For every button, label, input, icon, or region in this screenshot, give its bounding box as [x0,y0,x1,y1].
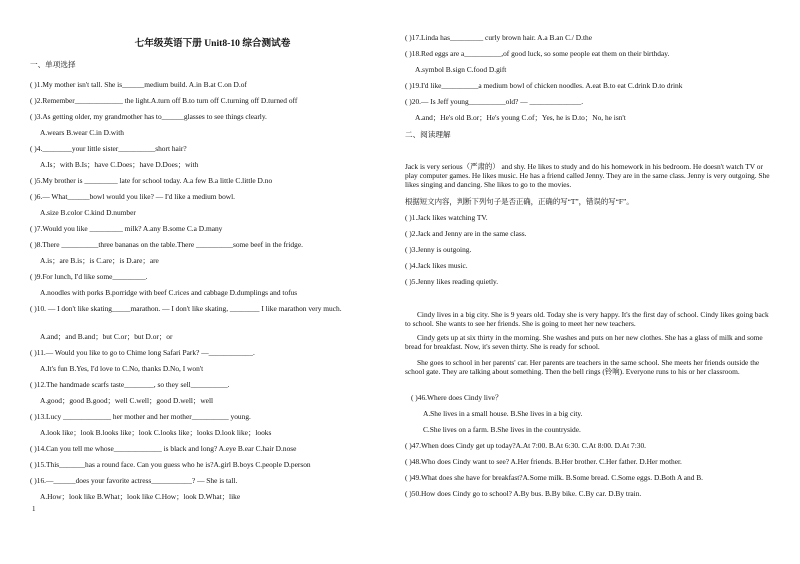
question-line: ( )20.— Is Jeff young__________old? — ______________. [405,97,584,106]
question-line: A.symbol B.sign C.food D.gift [415,65,507,74]
question-line: ( )2.Remember_____________ the light.A.turn off B.to turn off C.turning off D.turned off [30,96,298,105]
question-line: A.and；He's old B.or；He's young C.of；Yes, he is D.to；No, he isn't [415,113,626,122]
question-line: C.She lives on a farm. B.She lives in the countryside. [423,425,581,434]
question-line: A.Is；with B.Is；have C.Does；have D.Does；with [40,160,199,169]
question-line: A.wears B.wear C.in D.with [40,128,124,137]
reading-passage-2-para-2: Cindy gets up at six thirty in the morning. She washes and puts on her new clothes. She has a glass of milk and some bread for breakfast. Now, it's seven thirty. She is ready for school. [405,333,763,351]
question-line: ( )2.Jack and Jenny are in the same class. [405,229,527,238]
question-line: ( )7.Would you like _________ milk? A.any B.some C.a D.many [30,224,223,233]
question-line: ( )5.Jenny likes reading quietly. [405,277,499,286]
question-line: ( )49.What does she have for breakfast?A.Some milk. B.Some bread. C.Some eggs. D.Both A and B. [405,473,704,482]
question-line: ( )48.Who does Cindy want to see? A.Her friends. B.Her brother. C.Her father. D.Her mother. [405,457,682,466]
page-title: 七年级英语下册 Unit8-10 综合测试卷 [134,38,291,49]
question-line: A.noodles with porks B.porridge with beef C.rices and cabbage D.dumplings and tofus [40,288,298,297]
question-line: ( )4.________your little sister__________short hair? [30,144,187,153]
question-line: ( )17.Linda has_________ curly brown hair. A.a B.an C./ D.the [405,33,592,42]
question-line: ( )1.My mother isn't tall. She is______medium build. A.in B.at C.on D.of [30,80,247,89]
question-line: ( )16.—______does your favorite actress___________? — She is tall. [30,476,238,485]
reading-passage-2-para-3: She goes to school in her parents' car. Her parents are teachers in the same school. She meets her friends outside the school gate. They are talking about something. Then the bell rings (铃响). Everyone runs to his or her classroom. [405,358,760,376]
question-line: ( )46.Where does Cindy live？ [411,393,503,402]
question-line: ( )13.Lucy _____________ her mother and her mother__________ young. [30,412,251,421]
question-line: ( )11.— Would you like to go to Chime long Safari Park? —____________. [30,348,255,357]
question-line: ( )15.This_______has a round face. Can you guess who he is?A.girl B.boys C.people D.person [30,460,311,469]
question-line: ( )5.My brother is _________ late for school today. A.a few B.a little C.little D.no [30,176,273,185]
question-line: ( )6.— What______bowl would you like? — I'd like a medium bowl. [30,192,236,201]
section-heading-1: 一、单项选择 [30,60,76,69]
question-line: ( )9.For lunch, I'd like some_________. [30,272,148,281]
question-line: ( )8.There __________three bananas on the table.There __________some beef in the fridge. [30,240,303,249]
question-line: A.size B.color C.kind D.number [40,208,136,217]
question-line: ( )14.Can you tell me whose_____________ is black and long? A.eye B.ear C.hair D.nose [30,444,297,453]
question-line: A.is；are B.is；is C.are；is D.are；are [40,256,159,265]
question-line: A.good；good B.good；well C.well；good D.well；well [40,396,214,405]
question-line: ( )12.The handmade scarfs taste________, so they sell__________. [30,380,230,389]
question-line: 根据短文内容，判断下列句子是否正确，正确的写“T”，错误的写“F”。 [405,197,634,206]
section-heading-2: 二、阅读理解 [405,130,451,139]
reading-passage-2-para-1: Cindy lives in a big city. She is 9 years old. Today she is very happy. It's the first day of school. Cindy likes going back to school. She wants to see her friends. She is going to meet her new teachers. [405,310,769,328]
reading-passage-1: Jack is very serious（严肃的） and shy. He likes to study and do his homework in his bedroom. He doesn't watch TV or play computer games. He likes music. He has a friend called Jenny. They are in the same class. Jenny is very outgoing. She likes singing and dancing. She likes to go to the movies. [405,162,770,189]
question-line: ( )18.Red eggs are a__________,of good luck, so some people eat them on their birthday. [405,49,670,58]
question-line: ( )1.Jack likes watching TV. [405,213,488,222]
question-line: ( )3.As getting older, my grandmother has to______glasses to see things clearly. [30,112,267,121]
question-10: ( )10. — I don't like skating_____marathon. — I don't like skating, ________ I like marathon very much. [30,304,342,313]
question-line: A.and；and B.and；but C.or；but D.or；or [40,332,173,341]
question-line: ( )4.Jack likes music. [405,261,468,270]
question-line: A.look like；look B.looks like；look C.looks like；looks D.look like；looks [40,428,272,437]
page-number: 1 [32,505,36,513]
question-line: ( )19.I'd like__________a medium bowl of chicken noodles. A.eat B.to eat C.drink D.to drink [405,81,683,90]
question-line: ( )47.When does Cindy get up today?A.At 7:00. B.At 6:30. C.At 8:00. D.At 7:30. [405,441,646,450]
question-line: A.She lives in a small house. B.She lives in a big city. [423,409,583,418]
question-line: A.How；look like B.What；look like C.How；look D.What；like [40,492,241,501]
question-line: A.It's fun B.Yes, I'd love to C.No, thanks D.No, I won't [40,364,204,373]
question-line: ( )50.How does Cindy go to school? A.By bus. B.By bike. C.By car. D.By train. [405,489,642,498]
question-line: ( )3.Jenny is outgoing. [405,245,472,254]
